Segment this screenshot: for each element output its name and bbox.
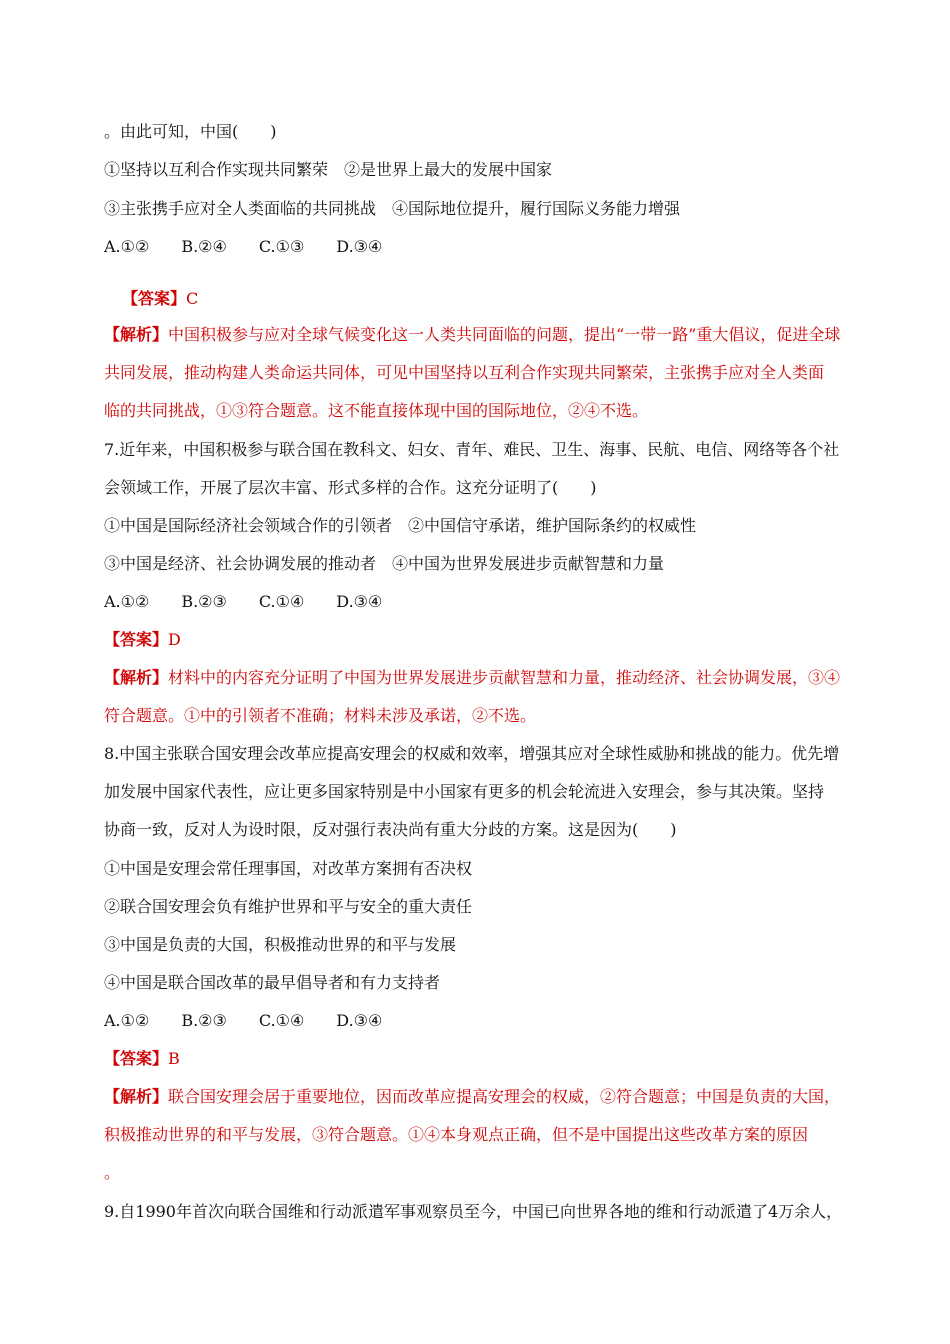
analysis-tag: 【解析】	[104, 668, 169, 687]
q8-option-1: ①中国是安理会常任理事国，对改革方案拥有否决权	[104, 859, 473, 878]
analysis-text: 中国积极参与应对全球气候变化这一人类共同面临的问题，提出“一带一路”重大倡议，促进全球	[168, 325, 841, 344]
q7-options-1-2: ①中国是国际经济社会领域合作的引领者 ②中国信守承诺，维护国际条约的权威性	[104, 516, 697, 535]
q7-analysis-line-1	[104, 668, 840, 688]
q6-stem-tail: 。由此可知，中国( )	[104, 122, 277, 141]
answer-tag: 【答案】	[104, 630, 169, 649]
q6-options-3-4: ③主张携手应对全人类面临的共同挑战 ④国际地位提升，履行国际义务能力增强	[104, 199, 681, 218]
analysis-tag: 【解析】	[104, 325, 169, 344]
q8-option-4: ④中国是联合国改革的最早倡导者和有力支持者	[104, 973, 441, 992]
q7-stem-line-2: 会领域工作，开展了层次丰富、形式多样的合作。这充分证明了( )	[104, 478, 597, 497]
analysis-tag: 【解析】	[104, 1087, 169, 1106]
q8-choices: A.①② B.②③ C.①④ D.③④	[104, 1011, 383, 1030]
q8-analysis-line-2: 积极推动世界的和平与发展，③符合题意。①④本身观点正确，但不是中国提出这些改革方案的原因	[104, 1125, 809, 1144]
q8-stem-line-2: 加发展中国家代表性，应让更多国家特别是中小国家有更多的机会轮流进入安理会，参与其决策。坚持	[104, 782, 825, 801]
q6-answer	[122, 289, 198, 309]
analysis-text: 联合国安理会居于重要地位，因而改革应提高安理会的权威，②符合题意；中国是负责的大国，	[168, 1087, 841, 1106]
answer-value: D	[168, 630, 181, 649]
answer-tag: 【答案】	[122, 289, 187, 308]
q7-choices: A.①② B.②③ C.①④ D.③④	[104, 592, 383, 611]
q7-answer	[104, 630, 181, 650]
q8-answer	[104, 1049, 180, 1069]
q8-analysis-line-1	[104, 1087, 840, 1107]
q8-stem-line-1: 8.中国主张联合国安理会改革应提高安理会的权威和效率，增强其应对全球性威胁和挑战的能力。优先增	[104, 744, 840, 763]
q8-stem-line-3: 协商一致，反对人为设时限，反对强行表决尚有重大分歧的方案。这是因为( )	[104, 820, 677, 839]
q6-analysis-line-1	[104, 325, 840, 345]
q6-choices: A.①② B.②④ C.①③ D.③④	[104, 237, 383, 256]
q6-options-1-2: ①坚持以互利合作实现共同繁荣 ②是世界上最大的发展中国家	[104, 160, 553, 179]
answer-value: C	[186, 289, 199, 308]
q8-analysis-line-3: 。	[104, 1163, 121, 1182]
q9-stem-line-1: 9.自1990年首次向联合国维和行动派遣军事观察员至今，中国已向世界各地的维和行动派遣了4万余人，	[104, 1202, 843, 1221]
answer-tag: 【答案】	[104, 1049, 169, 1068]
q6-analysis-line-3: 临的共同挑战，①③符合题意。这不能直接体现中国的国际地位，②④不选。	[104, 401, 649, 420]
q6-analysis-line-2: 共同发展，推动构建人类命运共同体，可见中国坚持以互利合作实现共同繁荣，主张携手应对全人类面	[104, 363, 825, 382]
q7-stem-line-1: 7.近年来，中国积极参与联合国在教科文、妇女、青年、难民、卫生、海事、民航、电信、网络等各个社	[104, 440, 840, 459]
analysis-text: 材料中的内容充分证明了中国为世界发展进步贡献智慧和力量，推动经济、社会协调发展，③④	[168, 668, 841, 687]
q8-option-2: ②联合国安理会负有维护世界和平与安全的重大责任	[104, 897, 473, 916]
q8-option-3: ③中国是负责的大国，积极推动世界的和平与发展	[104, 935, 457, 954]
q7-analysis-line-2: 符合题意。①中的引领者不准确；材料未涉及承诺，②不选。	[104, 706, 537, 725]
q7-options-3-4: ③中国是经济、社会协调发展的推动者 ④中国为世界发展进步贡献智慧和力量	[104, 554, 665, 573]
answer-value: B	[168, 1049, 180, 1068]
